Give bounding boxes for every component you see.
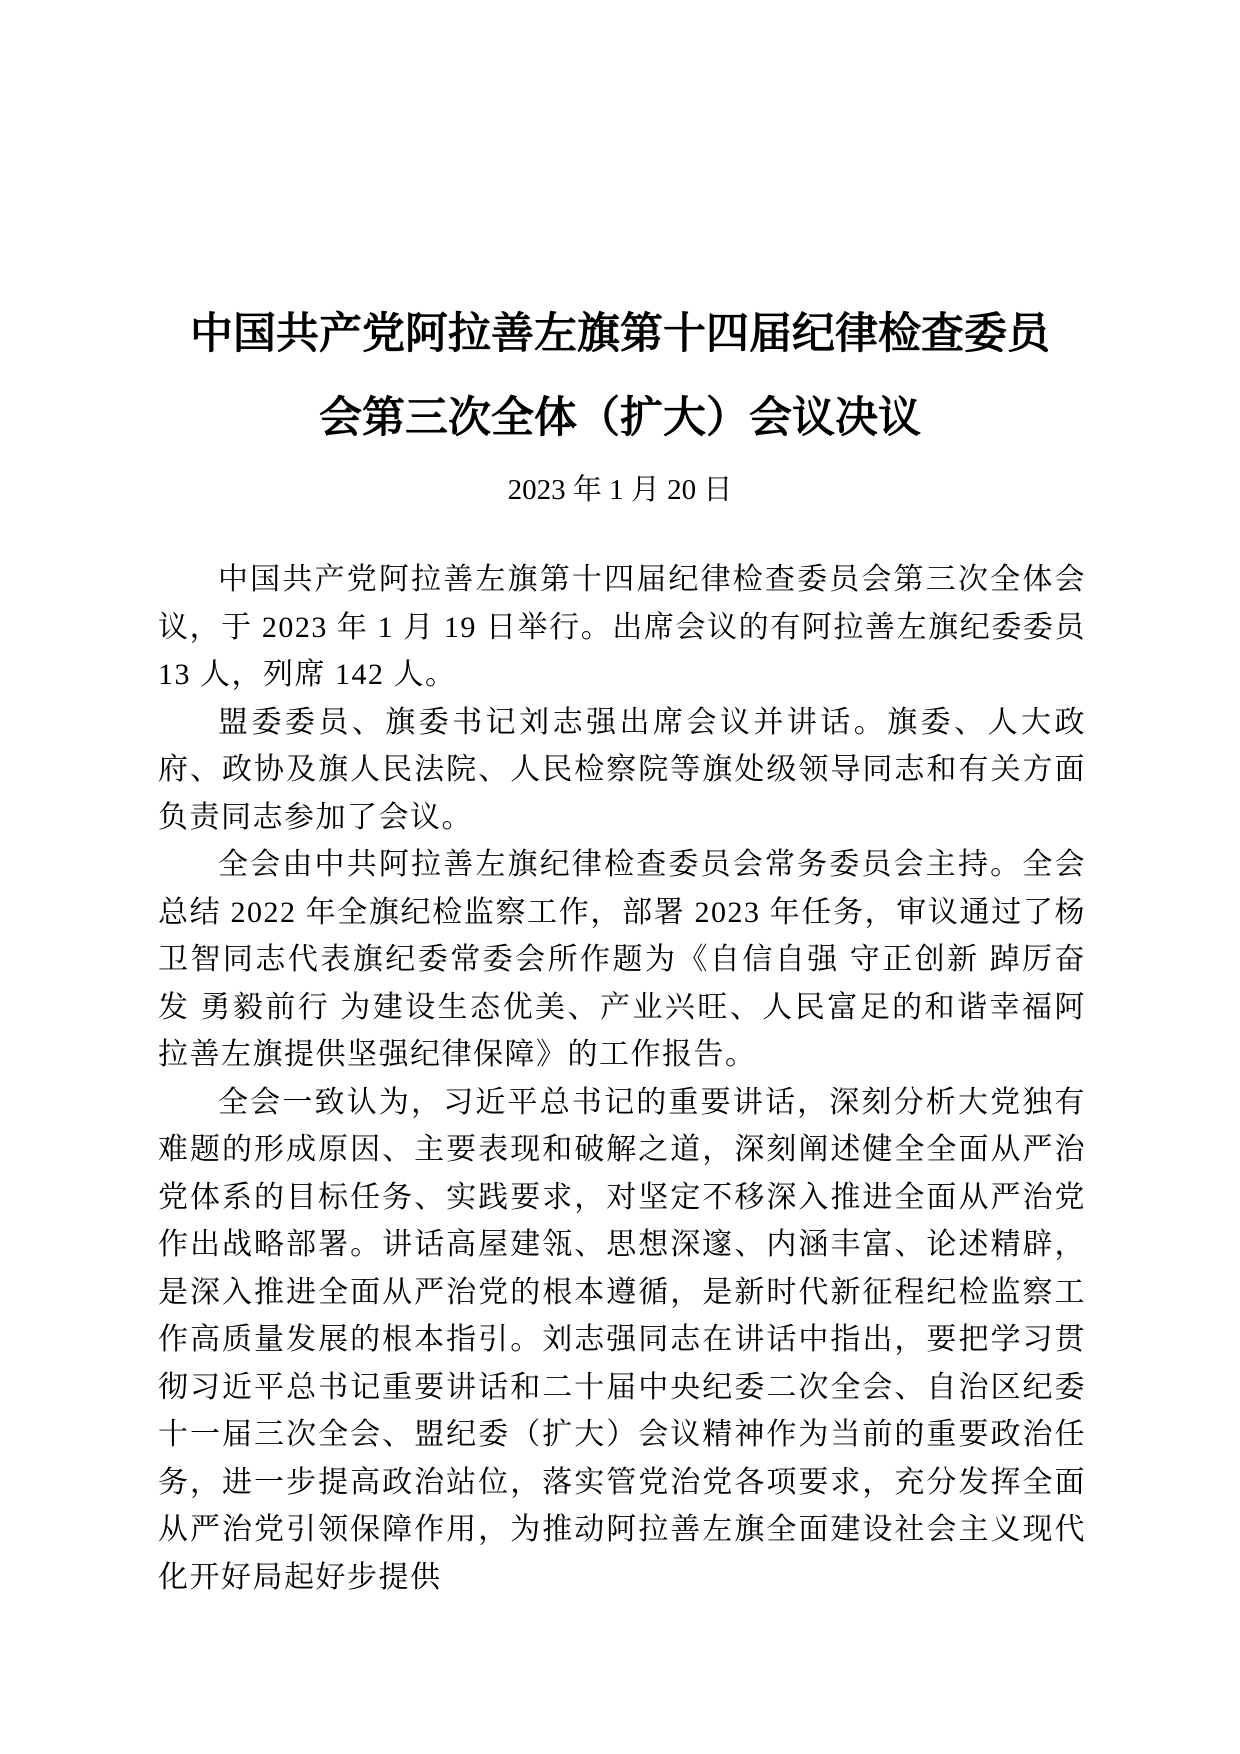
- paragraph-attendees: 盟委委员、旗委书记刘志强出席会议并讲话。旗委、人大政府、政协及旗人民法院、人民检察院等旗处级领导同志和有关方面负责同志参加了会议。: [158, 705, 1086, 834]
- paragraph-meeting-info: 中国共产党阿拉善左旗第十四届纪律检查委员会第三次全体会议，于 2023 年 1 月 19 日举行。出席会议的有阿拉善左旗纪委委员 13 人，列席 142 人。: [158, 563, 1086, 691]
- document-title-line-1: 中国共产党阿拉善左旗第十四届纪律检查委员: [190, 309, 1050, 359]
- paragraph-consensus: 全会一致认为，习近平总书记的重要讲话，深刻分析大党独有难题的形成原因、主要表现和破解之道，深刻阐述健全全面从严治党体系的目标任务、实践要求，对坚定不移深入推进全面从严治党作出战略部署。讲话高屋建瓴、思想深邃、内涵丰富、论述精辟，是深入推进全面从严治党的根本遵循，是新时代新征程纪检监察工作高质量发展的根本指引。刘志强同志在讲话中指出，要把学习贯彻习近平总书记重要讲话和二十届中央纪委二次全会、自治区纪委十一届三次全会、盟纪委（扩大）会议精神作为当前的重要政治任务，进一步提高政治站位，落实管党治党各项要求，充分发挥全面从严治党引领保障作用，为推动阿拉善左旗全面建设社会主义现代化开好局起好步提供: [158, 1085, 1086, 1594]
- document-title-line-2: 会第三次全体（扩大）会议决议: [319, 393, 921, 443]
- paragraph-work-report: 全会由中共阿拉善左旗纪律检查委员会常务委员会主持。全会总结 2022 年全旗纪检监察工作，部署 2023 年任务，审议通过了杨卫智同志代表旗纪委常委会所作题为《自信自强 守正创新 踔厉奋发 勇毅前行 为建设生态优美、产业兴旺、人民富足的和谐幸福阿拉善左旗提供坚强纪律保障》的工作报告。: [158, 848, 1086, 1071]
- document-date: 2023 年 1 月 20 日: [507, 474, 733, 506]
- document-body: [158, 556, 1086, 1601]
